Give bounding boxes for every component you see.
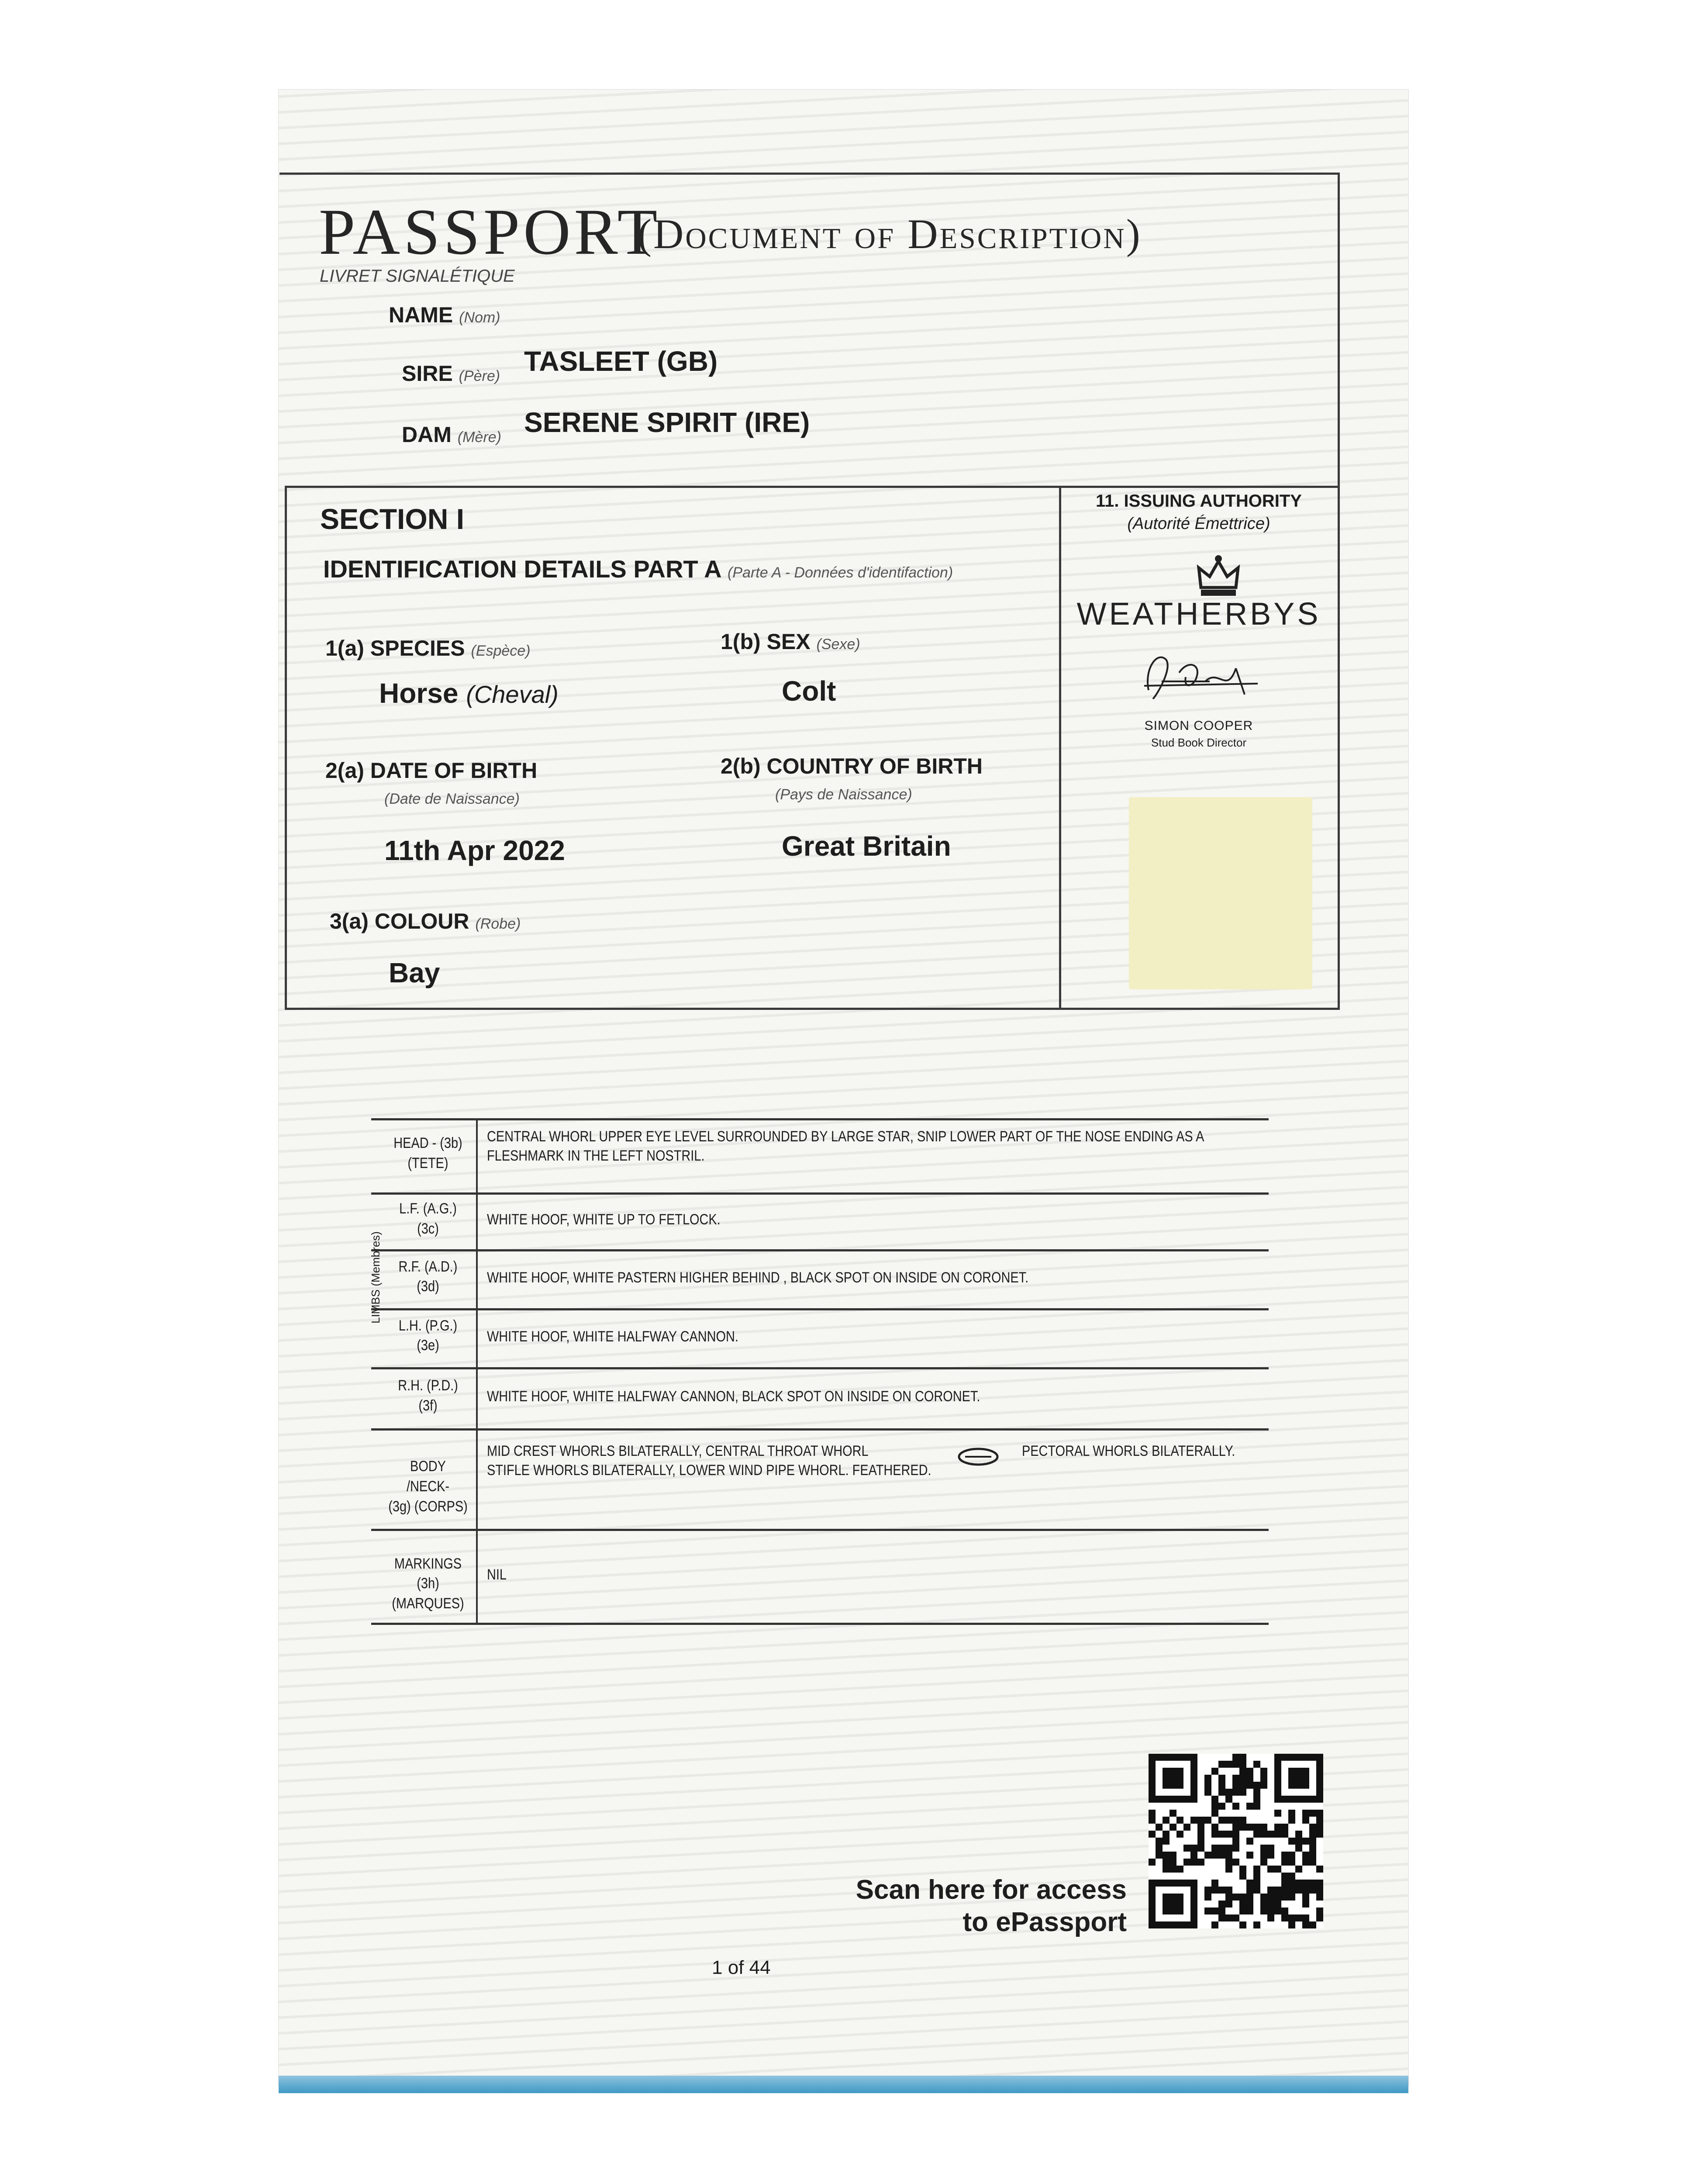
colour-value: Bay xyxy=(389,957,440,988)
dob-label: 2(a) DATE OF BIRTH xyxy=(325,758,538,783)
sex-value: Colt xyxy=(782,675,836,707)
hologram-seal xyxy=(1129,797,1312,989)
table-rule xyxy=(371,1428,1269,1431)
marking-row-label: R.H. (P.D.) (3f) xyxy=(398,1377,458,1414)
cob-value: Great Britain xyxy=(782,830,951,862)
qr-code[interactable] xyxy=(1149,1754,1323,1928)
limbs-label: LIMBS (Membres) xyxy=(369,1231,382,1324)
table-rule xyxy=(371,1249,1269,1251)
signatory-name: SIMON COOPER xyxy=(1144,719,1253,733)
page-number: 1 of 44 xyxy=(712,1957,771,1978)
table-rule xyxy=(371,1308,1269,1310)
cob-label-fr: (Pays de Naissance) xyxy=(775,786,912,803)
marking-row-text: MID CREST WHORLS BILATERALLY, CENTRAL THROAT WHORL STIFLE WHORLS BILATERALLY, LOWER WIND PIPE WHORL. FEATHERED. xyxy=(487,1443,931,1479)
cob-label: 2(b) COUNTRY OF BIRTH xyxy=(721,754,983,778)
passport-subtitle-fr: LIVRET SIGNALÉTIQUE xyxy=(320,266,515,286)
table-column-rule xyxy=(476,1118,478,1623)
marking-row-text: NIL xyxy=(487,1566,507,1583)
table-rule xyxy=(371,1623,1269,1625)
scan-instructions: Scan here for access to ePassport xyxy=(856,1875,1127,1938)
marking-row-extra: PECTORAL WHORLS BILATERALLY. xyxy=(1022,1443,1235,1459)
marking-row-text: WHITE HOOF, WHITE HALFWAY CANNON, BLACK SPOT ON INSIDE ON CORONET. xyxy=(487,1388,980,1405)
weatherbys-logo: WEATHERBYS xyxy=(1076,597,1321,632)
colour-label: 3(a) COLOUR (Robe) xyxy=(330,909,521,933)
marking-row-text: WHITE HOOF, WHITE PASTERN HIGHER BEHIND , BLACK SPOT ON INSIDE ON CORONET. xyxy=(487,1269,1029,1286)
issuing-authority: 11. ISSUING AUTHORITY (Autorité Émettrice) xyxy=(1096,491,1302,533)
sex-label: 1(b) SEX (Sexe) xyxy=(721,629,860,654)
name-label: NAME (Nom) xyxy=(389,303,500,327)
dob-value: 11th Apr 2022 xyxy=(384,835,565,866)
marking-row-label: L.F. (A.G.) (3c) xyxy=(399,1200,457,1237)
table-rule xyxy=(371,1529,1269,1531)
passport-title: PASSPORT xyxy=(319,196,661,268)
species-label: 1(a) SPECIES (Espèce) xyxy=(325,636,531,660)
species-value: Horse (Cheval) xyxy=(379,677,559,709)
sire-value: TASLEET (GB) xyxy=(524,346,718,377)
passport-subtitle: (Document of Description) xyxy=(638,211,1142,257)
marking-row-text: WHITE HOOF, WHITE UP TO FETLOCK. xyxy=(487,1211,721,1228)
signatory-role: Stud Book Director xyxy=(1151,736,1247,749)
section-divider xyxy=(1059,486,1061,1010)
signature xyxy=(1131,642,1262,708)
marking-row-label: R.F. (A.D.) (3d) xyxy=(398,1258,458,1295)
whorl-symbol-icon xyxy=(956,1446,1000,1468)
crown-icon xyxy=(1194,553,1242,601)
table-rule xyxy=(371,1192,1269,1195)
marking-row-label: MARKINGS (3h) (MARQUES) xyxy=(392,1555,464,1612)
marking-row-text: WHITE HOOF, WHITE HALFWAY CANNON. xyxy=(487,1328,738,1345)
marking-row-label: HEAD - (3b) (TETE) xyxy=(393,1135,462,1171)
marking-row-text: CENTRAL WHORL UPPER EYE LEVEL SURROUNDED BY LARGE STAR, SNIP LOWER PART OF THE NOSE ENDING AS A FLESHMARK IN THE LEFT NOSTRIL. xyxy=(487,1128,1204,1165)
table-rule xyxy=(371,1367,1269,1369)
page-edge xyxy=(279,2076,1408,2093)
marking-row-label: L.H. (P.G.) (3e) xyxy=(398,1317,458,1354)
section-title: SECTION I xyxy=(320,503,465,535)
sire-label: SIRE (Père) xyxy=(402,361,500,386)
table-rule xyxy=(371,1118,1269,1120)
marking-row-label: BODY /NECK- (3g) (CORPS) xyxy=(388,1458,468,1515)
dam-label: DAM (Mère) xyxy=(402,422,501,447)
dob-label-fr: (Date de Naissance) xyxy=(384,791,520,807)
section-subtitle: IDENTIFICATION DETAILS PART A (Parte A - Données d'identifaction) xyxy=(323,555,953,583)
dam-value: SERENE SPIRIT (IRE) xyxy=(524,407,810,438)
